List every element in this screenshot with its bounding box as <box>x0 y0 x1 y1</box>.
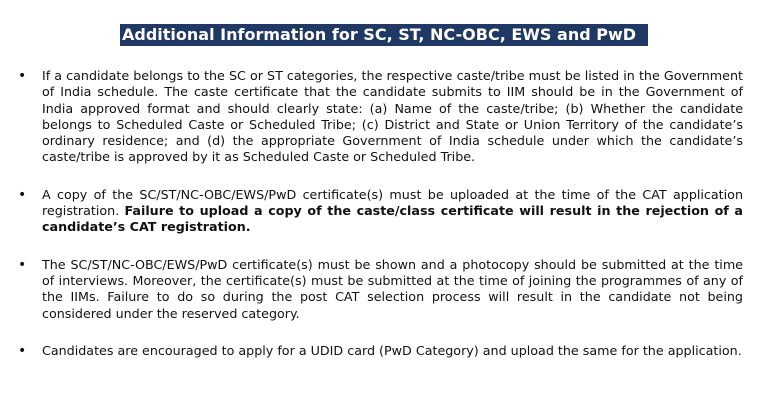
bullet-text: Candidates are encouraged to apply for a UDID card (PwD Category) and upload the same for the application. <box>42 342 742 358</box>
bullet-item-interview-certificates <box>0 257 768 322</box>
bullet-item-udid-card <box>0 343 768 359</box>
bullet-text: A copy of the SC/ST/NC-OBC/EWS/PwD certificate(s) must be uploaded at the time of the CAT application registration. <box>42 186 743 219</box>
bullet-item-caste-schedule <box>0 68 768 166</box>
bullet-bold-warning: Failure to upload a copy of the caste/class certificate will result in the rejection of a candidate’s CAT registration. <box>42 203 743 235</box>
bullet-point-icon: • <box>18 256 27 273</box>
information-bullet-list <box>0 68 768 359</box>
bullet-text: The SC/ST/NC-OBC/EWS/PwD certificate(s) must be shown and a photocopy should be submitted at the time of interviews. Moreover, the certificate(s) must be submitted at the time of joining the programmes of any of the IIMs. Failure to do so during the post CAT selection process will result in the candidate not being considered under the reserved category. <box>42 256 743 321</box>
bullet-point-icon: • <box>18 186 27 203</box>
section-heading: Additional Information for SC, ST, NC-OBC, EWS and PwD <box>120 24 648 46</box>
bullet-point-icon: • <box>18 68 27 84</box>
bullet-point-icon: • <box>18 342 27 359</box>
bullet-text: If a candidate belongs to the SC or ST categories, the respective caste/tribe must be listed in the Government of India schedule. The caste certificate that the candidate submits to IIM should be in the Government of India approved format and should clearly state: (a) Name of the caste/tribe; (b) Whether the candidate belongs to Scheduled Caste or Scheduled Tribe; (c) District and State or Union Territory of the candidate’s ordinary residence; and (d) the appropriate Government of India schedule under which the candidate’s caste/tribe is approved by it as Scheduled Caste or Scheduled Tribe. <box>42 68 743 165</box>
bullet-item-certificate-upload <box>0 187 768 236</box>
